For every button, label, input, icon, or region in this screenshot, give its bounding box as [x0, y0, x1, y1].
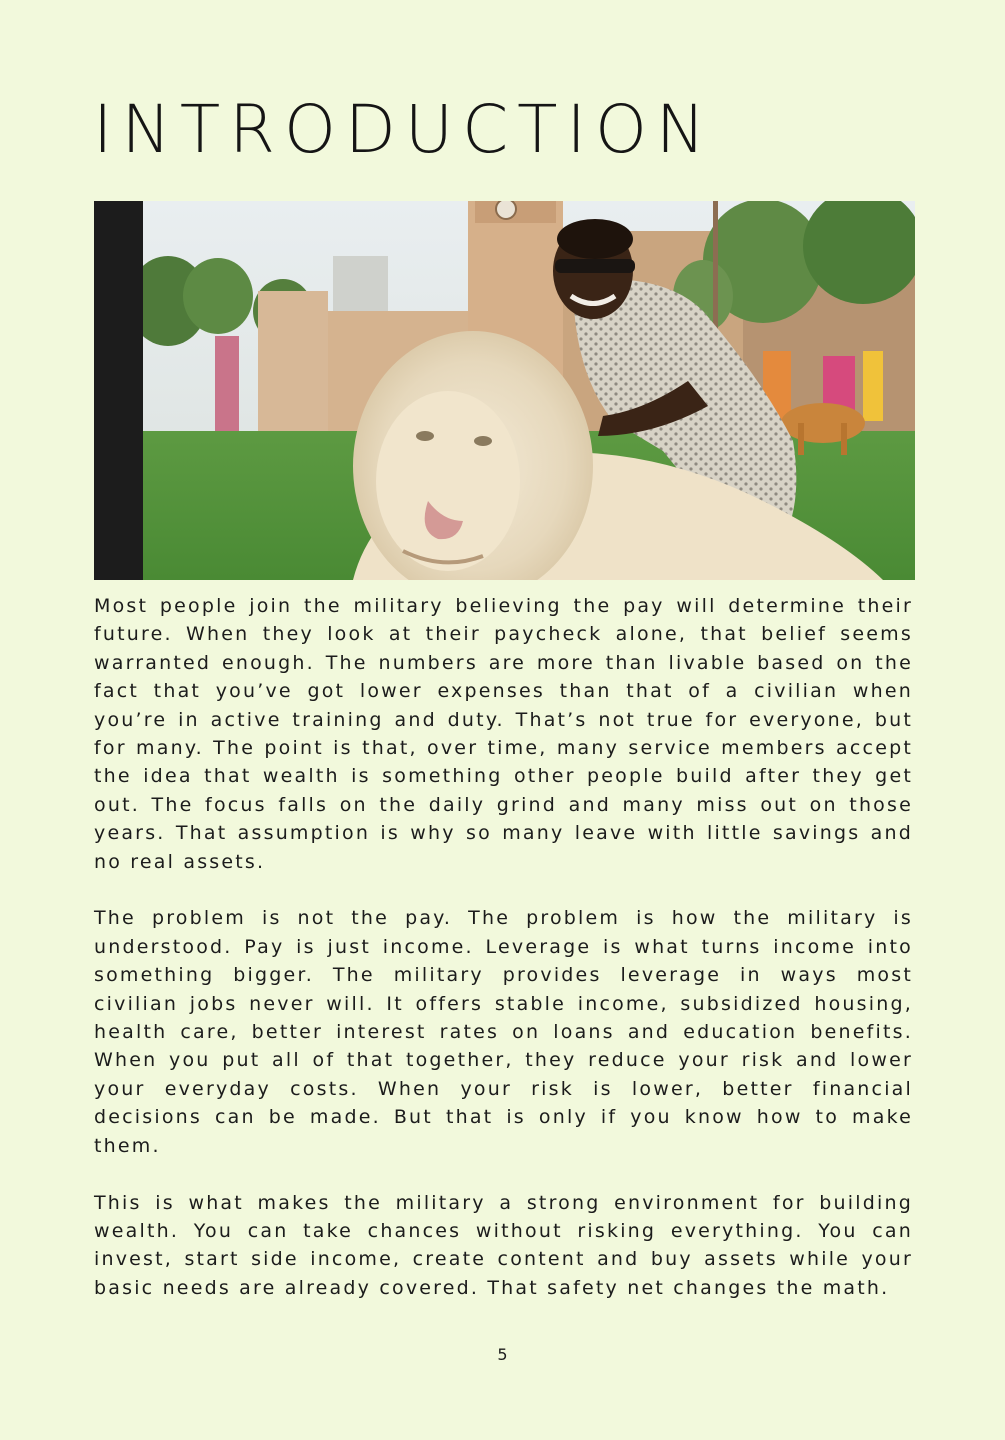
- page-number: 5: [497, 1345, 508, 1364]
- lion-photo: [143, 201, 915, 580]
- photo-block: [94, 201, 915, 580]
- paragraph-2: The problem is not the pay. The problem is how the military is understood. Pay is just income. Leverage is what turns income into something bigger. The military provides leverage in ways most civilian jobs never will. It offers stable income, subsidized housing, health care, better interest rates on loans and education benefits. When you put all of that together, they reduce your risk and lower your everyday costs. When your risk is lower, better financial decisions can be made. But that is only if you know how to make them.: [94, 907, 913, 1157]
- paragraph-3: This is what makes the military a strong environment for building wealth. You can take chances without risking everything. You can invest, start side income, create content and buy assets while your basic needs are already covered. That safety net changes the math.: [94, 1191, 913, 1299]
- page-title: INTRODUCTION: [93, 91, 715, 168]
- accent-bar: [94, 201, 143, 580]
- body-text: [94, 592, 913, 1331]
- paragraph-1: Most people join the military believing the pay will determine their future. When they look at their paycheck alone, that belief seems warranted enough. The numbers are more than livable based on the fact that you’ve got lower expenses than that of a civilian when you’re in active training and duty. That’s not true for everyone, but for many. The point is that, over time, many service members accept the idea that wealth is something other people build after they get out. The focus falls on the daily grind and many miss out on those years. That assumption is why so many leave with little savings and no real assets.: [94, 595, 913, 873]
